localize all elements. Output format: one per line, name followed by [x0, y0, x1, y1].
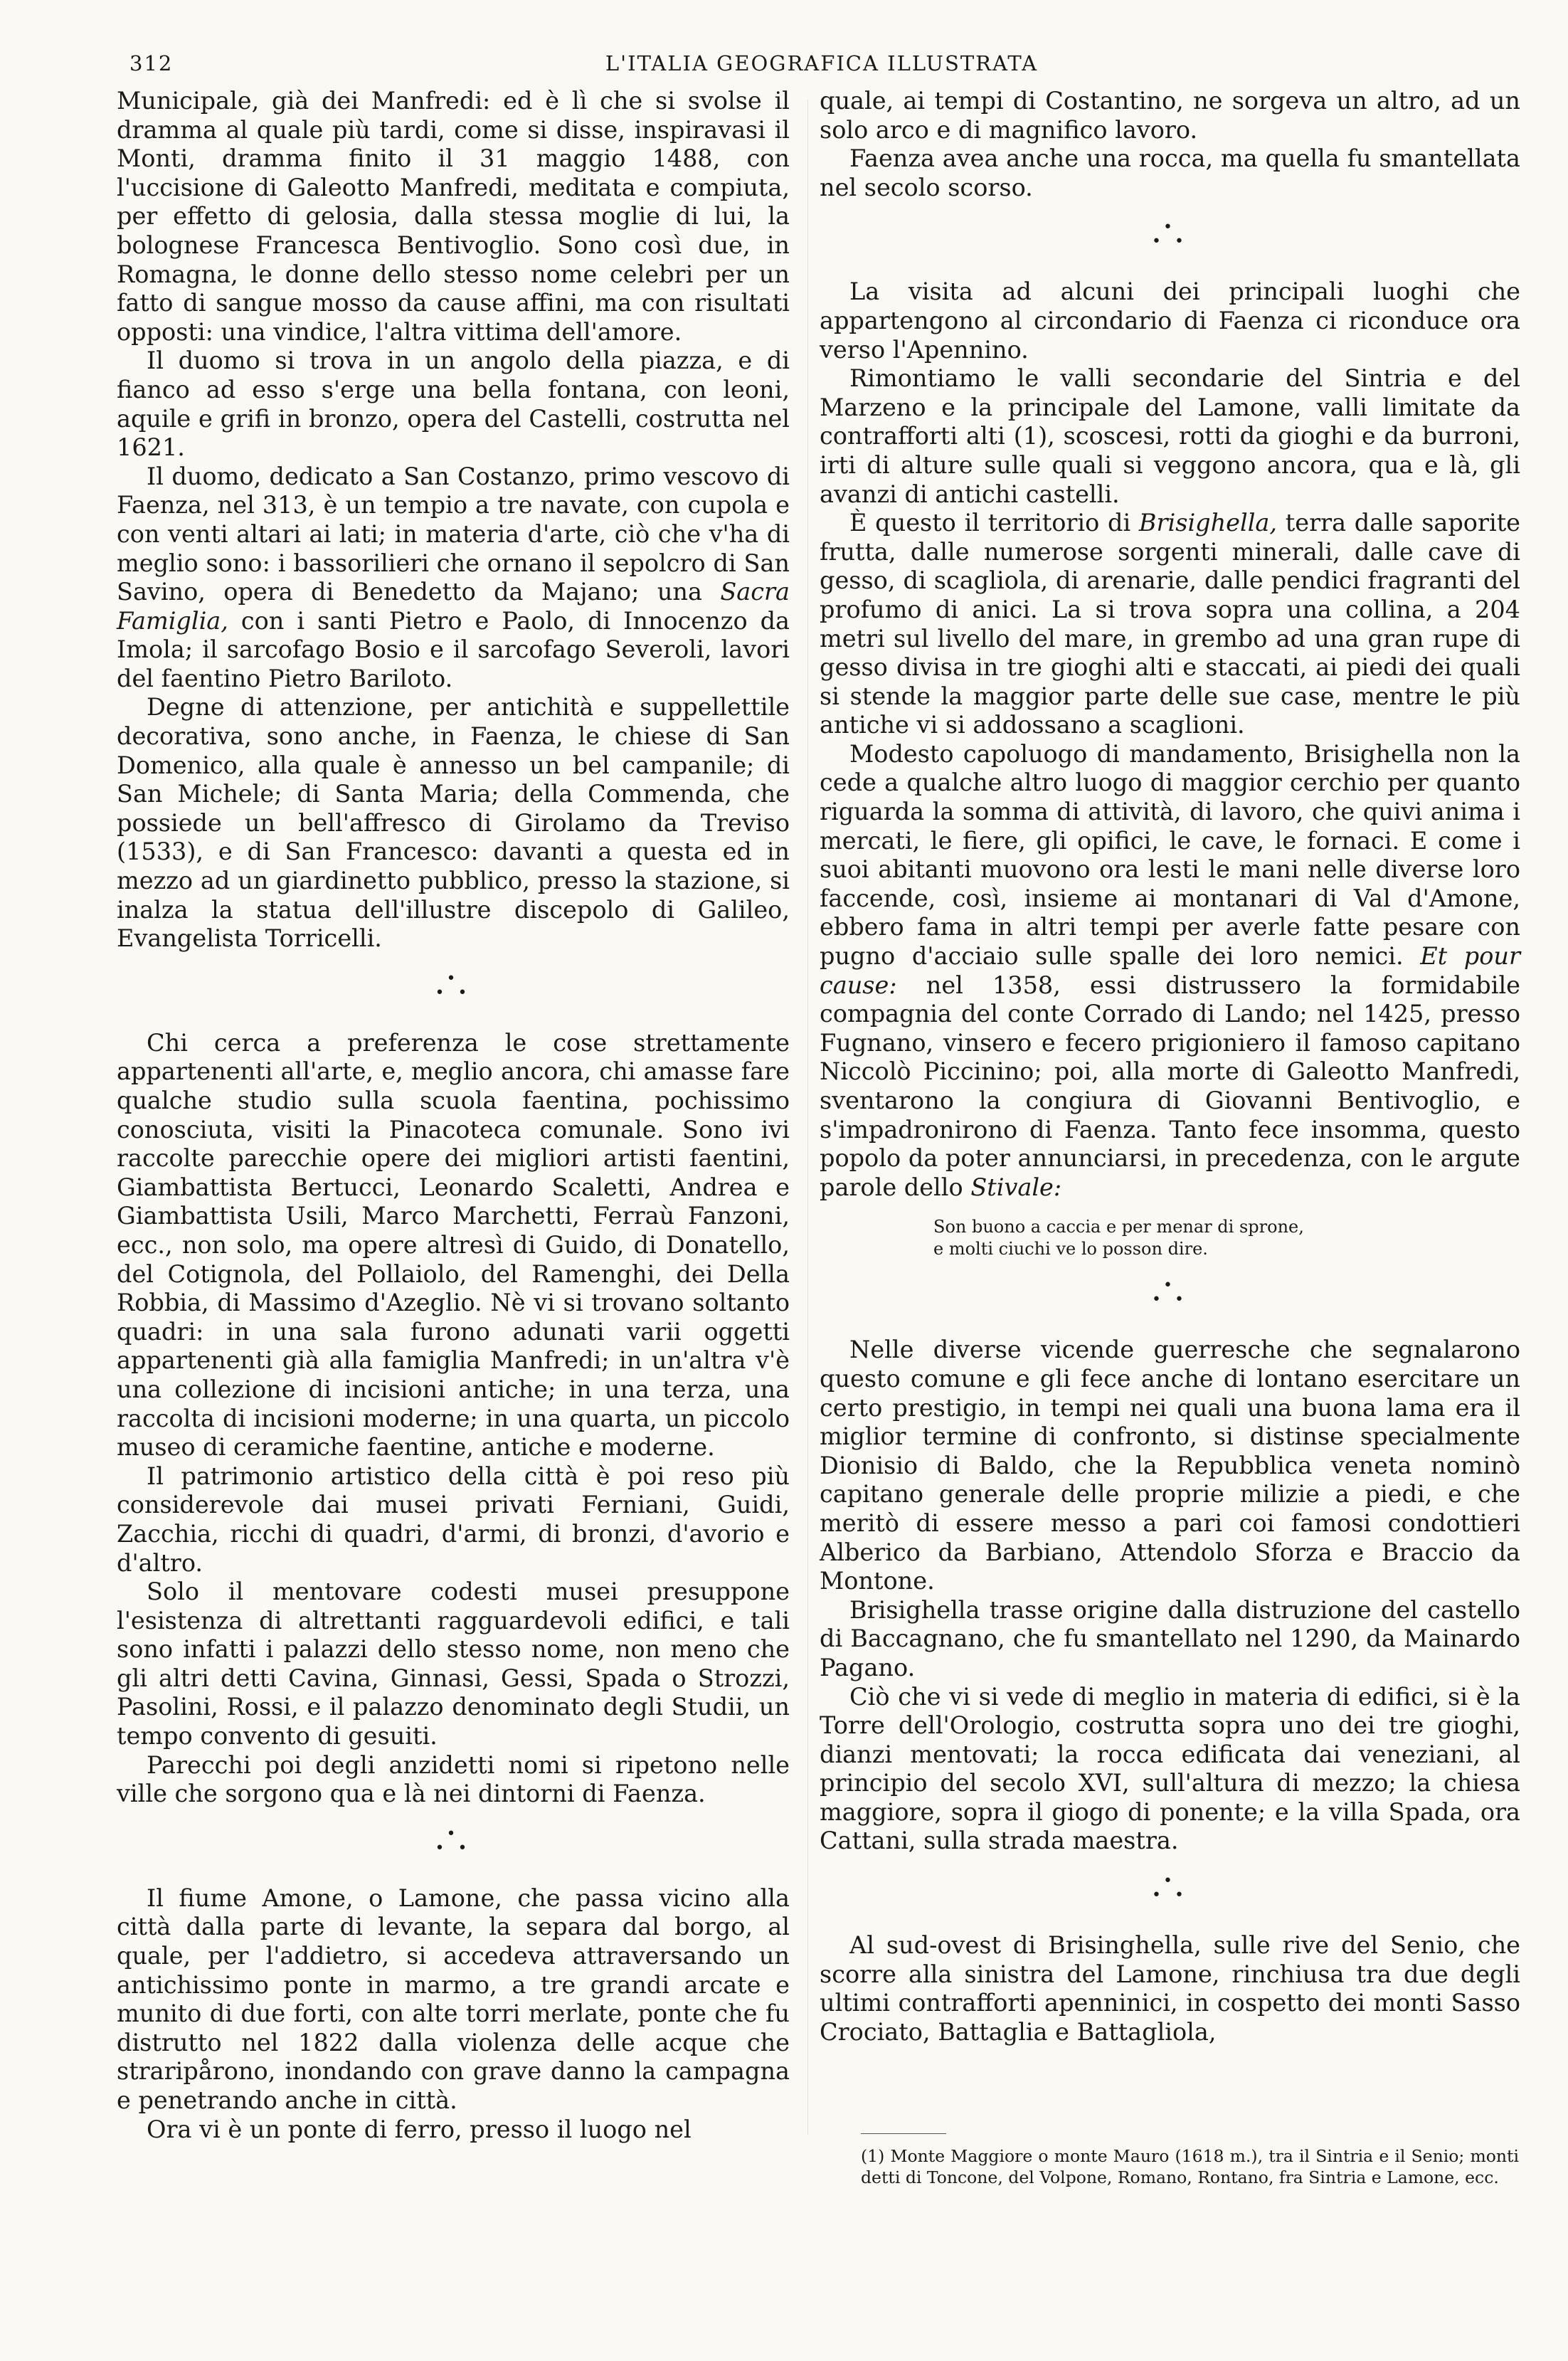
verse-line: e molti ciuchi ve lo posson dire. [933, 1239, 1208, 1259]
text-run: nel 1358, essi distrussero la formidabile compagnia del conte Corrado di Lando; nel 1425, presso Fugnano, vinsero e fecero prigioniero il famoso capitano Niccolò Piccinino; poi, alla morte di Galeotto Manfredi, sventarono la congiura di Giovanni Bentivoglio, e s'impadronirono di Faenza. Tanto fece insomma, questo popolo da poter annunciarsi, in precedenza, con le argute parole dello [820, 971, 1520, 1201]
paragraph: Al sud-ovest di Brisinghella, sulle rive del Senio, che scorre alla sinistra del Lamone, rinchiusa tra due degli ultimi contrafforti apenninici, in cospetto dei monti Sasso Crociato, Battaglia e Battagliola, [820, 1931, 1520, 2046]
left-column [117, 87, 790, 2144]
paragraph: Solo il mentovare codesti musei presuppone l'esistenza di altrettanti ragguardevoli edifici, e tali sono infatti i palazzi dello stesso nome, non meno che gli altri detti Cavina, Ginnasi, Gessi, Spada o Strozzi, Pasolini, Rossi, e il palazzo denominato degli Studii, un tempo convento di gesuiti. [117, 1578, 790, 1750]
paragraph: Il duomo si trova in un angolo della piazza, e di fianco ad esso s'erge una bella fontana, con leoni, aquile e grifi in bronzo, opera del Castelli, costrutta nel 1621. [117, 347, 790, 462]
paragraph: Il fiume Amone, o Lamone, che passa vicino alla città dalla parte di levante, la separa dal borgo, al quale, per l'addietro, si accedeva attraversando un antichissimo ponte in marmo, a tre grandi arcate e munito di due forti, con alte torri merlate, ponte che fu distrutto nel 1822 dalla violenza delle acque che straripårono, inondando con grave danno la campagna e penetrando anche in città. [117, 1884, 790, 2114]
paragraph [820, 740, 1520, 1203]
running-title: L'ITALIA GEOGRAFICA ILLUSTRATA [605, 51, 1039, 75]
paragraph: Nelle diverse vicende guerresche che segnalarono questo comune e gli fece anche di lontano esercitare un certo prestigio, in tempi nei quali una buona lama era il miglior termine di confronto, si distinse specialmente Dionisio di Baldo, che la Repubblica veneta nominò capitano generale delle proprie milizie a piedi, e che meritò di essere messo a pari coi famosi condottieri Alberico da Barbiano, Attendolo Sforza e Braccio da Montone. [820, 1336, 1520, 1595]
text-run: Il duomo, dedicato a San Costanzo, primo vescovo di Faenza, nel 313, è un tempio a tre navate, con cupola e con venti altari ai lati; in materia d'arte, ciò che v'ha di meglio sono: i bassorilieri che ornano il sepolcro di San Savino, opera di Benedetto da Majano; una [117, 462, 790, 606]
section-break: • • • [435, 1824, 472, 1857]
verse-quote [933, 1216, 1520, 1260]
section-break: • • • [435, 969, 472, 1002]
paragraph: Chi cerca a preferenza le cose strettamente appartenenti all'arte, e, meglio ancora, chi amasse fare qualche studio sulla scuola faentina, pochissimo conosciuta, visiti la Pinacoteca comunale. Sono ivi raccolte parecchie opere dei migliori artisti faentini, Giambattista Bertucci, Leonardo Scaletti, Andrea e Giambattista Usili, Marco Marchetti, Ferraù Fanzoni, ecc., non solo, ma opere altresì di Guido, di Donatello, del Cotignola, del Pollaiolo, del Ramenghi, dei Della Robbia, di Massimo d'Azeglio. Nè vi si trovano soltanto quadri: in una sala furono adunati varii oggetti appartenenti già alla famiglia Manfredi; in un'altra v'è una collezione di incisioni antiche; in una terza, una raccolta di incisioni moderne; in una quarta, un piccolo museo di ceramiche faentine, antiche e moderne. [117, 1028, 790, 1462]
italic-source: Stivale: [970, 1173, 1062, 1201]
verse-line: Son buono a caccia e per menar di sprone, [933, 1217, 1304, 1237]
paragraph [820, 509, 1520, 740]
paragraph: Parecchi poi degli anzidetti nomi si ripetono nelle ville che sorgono qua e là nei dintorni di Faenza. [117, 1750, 790, 1808]
running-header [129, 46, 1514, 83]
italic-phrase: Et pour cause: [820, 942, 1520, 999]
page-number: 312 [129, 51, 174, 75]
footnote-rule [861, 2133, 946, 2134]
italic-title: Sacra Famiglia, [117, 578, 790, 635]
italic-place-name: Brisighella, [1138, 509, 1278, 537]
paragraph: Ora vi è un ponte di ferro, presso il luogo nel [147, 2115, 692, 2143]
paragraph: Faenza avea anche una rocca, ma quella fu smantellata nel secolo scorso. [820, 144, 1520, 201]
text-run: Modesto capoluogo di mandamento, Brisighella non la cede a qualche altro luogo di maggior cerchio per quanto riguarda la somma di attività, di lavoro, che quivi anima i mercati, le fiere, gli opifici, le cave, le fornaci. E come i suoi abitanti muovono ora lesti le mani nelle diverse loro faccende, così, insieme ai montanari di Val d'Amone, ebbero fama in altri tempi per averle fatte pesare con pugno d'acciaio sulle spalle dei loro nemici. [820, 739, 1520, 971]
footnote: (1) Monte Maggiore o monte Mauro (1618 m.), tra il Sintria e il Senio; monti detti di Toncone, del Volpone, Romano, Rontano, fra Sintria e Lamone, ecc. [861, 2146, 1519, 2187]
paragraph: Il patrimonio artistico della città è poi reso più considerevole dai musei privati Ferniani, Guidi, Zacchia, ricchi di quadri, d'armi, di bronzi, d'avorio e d'altro. [117, 1462, 790, 1577]
paragraph: La visita ad alcuni dei principali luoghi che appartengono al circondario di Faenza ci riconduce ora verso l'Apennino. [820, 278, 1520, 364]
paragraph: Ciò che vi si vede di meglio in materia di edifici, si è la Torre dell'Orologio, costrutta sopra uno dei tre gioghi, dianzi mentovati; la rocca edificata dai veneziani, al principio del secolo XVI, sull'altura di mezzo; la chiesa maggiore, sopra il giogo di ponente; e la villa Spada, ora Cattani, sulla strada maestra. [820, 1682, 1520, 1855]
section-break: • • • [1152, 1872, 1188, 1905]
text-run: È questo il territorio di [849, 509, 1139, 537]
paragraph: Brisighella trasse origine dalla distruzione del castello di Baccagnano, che fu smantellato nel 1290, da Mainardo Pagano. [820, 1595, 1520, 1681]
paragraph [117, 463, 790, 694]
paragraph: quale, ai tempi di Costantino, ne sorgeva un altro, ad un solo arco e di magnifico lavoro. [820, 87, 1520, 144]
section-break: • • • [1152, 1277, 1188, 1309]
paragraph: Municipale, già dei Manfredi: ed è lì che si svolse il dramma al quale più tardi, come si disse, inspiravasi il Monti, dramma finito il 31 maggio 1488, con l'uccisione di Galeotto Manfredi, meditata e compiuta, per effetto di gelosia, dalla stessa moglie di lui, la bolognese Francesca Bentivoglio. Sono così due, in Romagna, le donne dello stesso nome celebri per un fatto di sangue mosso da cause affini, ma con risultati opposti: una vindice, l'altra vittima dell'amore. [117, 87, 790, 346]
text-run: terra dalle saporite frutta, dalle numerose sorgenti minerali, dalle cave di gesso, di scagliola, di arenarie, dalle pendici fragranti del profumo di anici. La si trova sopra una collina, a 204 metri sul livello del mare, in grembo ad una gran rupe di gesso divisa in tre gioghi alti e staccati, ai piedi dei quali si stende la maggior parte delle sue case, mentre le più antiche vi si addossano a scaglioni. [820, 509, 1520, 739]
text-run: con i santi Pietro e Paolo, di Innocenzo da Imola; il sarcofago Bosio e il sarcofago Severoli, lavori del faentino Pietro Bariloto. [117, 606, 790, 692]
column-divider [807, 100, 808, 2135]
section-break: • • • [1152, 218, 1188, 251]
paragraph: Rimontiamo le valli secondarie del Sintria e del Marzeno e la principale del Lamone, valli limitate da contrafforti alti (1), scoscesi, rotti da gioghi e da burroni, irti di alture sulle quali si veggono ancora, qua e là, gli avanzi di antichi castelli. [820, 364, 1520, 508]
right-column [820, 87, 1520, 2046]
paragraph: Degne di attenzione, per antichità e suppellettile decorativa, sono anche, in Faenza, le chiese di San Domenico, alla quale è annesso un bel campanile; di San Michele; di Santa Maria; della Commenda, che possiede un bell'affresco di Girolamo da Treviso (1533), e di San Francesco: davanti a questa ed in mezzo ad un giardinetto pubblico, presso la stazione, si inalza la statua dell'illustre discepolo di Galileo, Evangelista Torricelli. [117, 693, 790, 953]
